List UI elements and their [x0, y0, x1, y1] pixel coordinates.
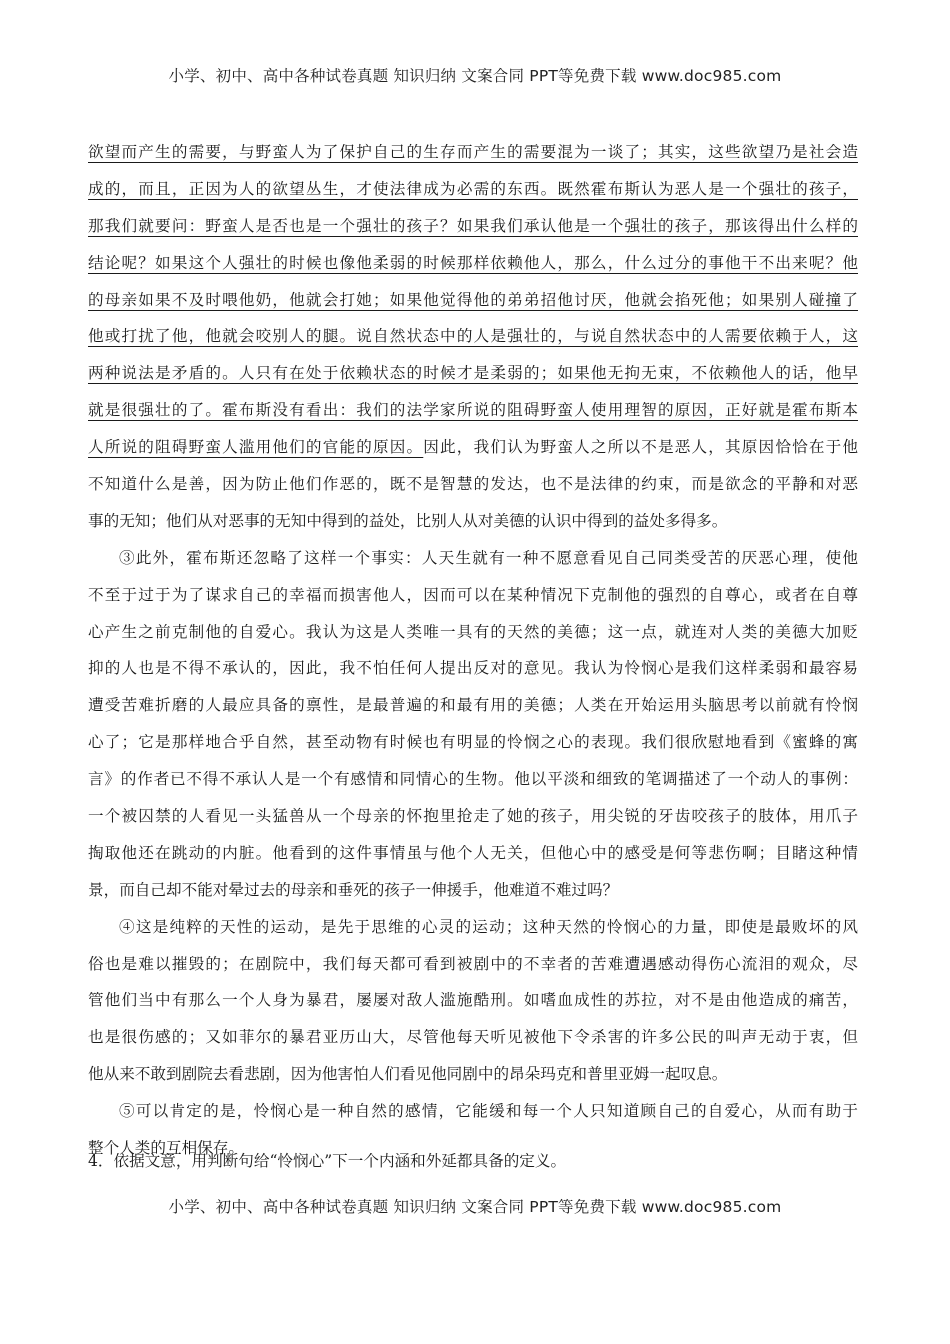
- passage-line: 抑的人也是不得不承认的，因此，我不怕任何人提出反对的意见。我认为怜悯心是我们这样柔弱和最容易: [88, 659, 858, 678]
- passage-line: 欲望而产生的需要，与野蛮人为了保护自己的生存而产生的需要混为一谈了；其实，这些欲望乃是社会造: [88, 143, 858, 161]
- header-banner: 小学、初中、高中各种试卷真题 知识归纳 文案合同 PPT等免费下载 www.doc985.com: [168, 67, 782, 85]
- underlined-segment: 人所说的阻碍野蛮人滥用他们的官能的原因。: [88, 438, 424, 457]
- paragraph-4: [88, 909, 858, 1093]
- passage-line: 不至于过于为了谋求自己的幸福而损害他人，因而可以在某种情况下克制他的强烈的自尊心，或者在自尊: [88, 585, 858, 604]
- passage-body: [88, 134, 858, 1167]
- passage-line: ⑤可以肯定的是，怜悯心是一种自然的感情，它能缓和每一个人只知道顾自己的自爱心，从而有助于: [119, 1102, 858, 1121]
- paragraph-3: [88, 540, 858, 909]
- passage-line: 心了；它是那样地合乎自然，甚至动物有时候也有明显的怜悯之心的表现。我们很欣慰地看到《蜜蜂的寓: [88, 733, 858, 752]
- paragraph-2: [88, 134, 858, 540]
- passage-line: 也是很伤感的；又如菲尔的暴君亚历山大，尽管他每天听见被他下令杀害的许多公民的叫声无动于衷，但: [88, 1028, 858, 1047]
- plain-segment: 因此，我们认为野蛮人之所以不是恶人，其原因恰恰在于他: [423, 438, 858, 457]
- passage-line: 的母亲如果不及时喂他奶，他就会打她；如果他觉得他的弟弟招他讨厌，他就会掐死他；如果别人碰撞了: [88, 290, 858, 309]
- passage-line: 事的无知；他们从对恶事的无知中得到的益处，比别人从对美德的认识中得到的益处多得多。: [88, 511, 728, 530]
- passage-line: 他从来不敢到剧院去看悲剧，因为他害怕人们看见他同剧中的昂朵玛克和普里亚姆一起叹息。: [88, 1065, 728, 1084]
- passage-line: 整个人类的互相保存。: [88, 1139, 244, 1158]
- passage-line: 两种说法是矛盾的。人只有在处于依赖状态的时候才是柔弱的；如果他无拘无束，不依赖他人的话，他早: [88, 364, 858, 383]
- passage-line: 那我们就要问：野蛮人是否也是一个强壮的孩子？如果我们承认他是一个强壮的孩子，那该得出什么样的: [88, 216, 858, 235]
- passage-line: 管他们当中有那么一个人身为暴君，屡屡对敌人滥施酷刑。如嗜血成性的苏拉，对不是由他造成的痛苦，: [88, 991, 858, 1010]
- passage-line: 成的，而且，正因为人的欲望丛生，才使法律成为必需的东西。既然霍布斯认为恶人是一个强壮的孩子，: [88, 179, 858, 198]
- footer-banner: 小学、初中、高中各种试卷真题 知识归纳 文案合同 PPT等免费下载 www.doc985.com: [168, 1198, 782, 1216]
- passage-line: 结论呢？如果这个人强壮的时候也像他柔弱的时候那样依赖他人，那么，什么过分的事他干不出来呢？他: [88, 253, 858, 272]
- passage-line: ④这是纯粹的天性的运动，是先于思维的心灵的运动；这种天然的怜悯心的力量，即使是最败坏的风: [119, 917, 858, 936]
- passage-line: 就是很强壮的了。霍布斯没有看出：我们的法学家所说的阻碍野蛮人使用理智的原因，正好就是霍布斯本: [88, 401, 858, 420]
- passage-line: 俗也是难以摧毁的；在剧院中，我们每天都可看到被剧中的不幸者的苦难遭遇感动得伤心流泪的观众，尽: [88, 954, 858, 973]
- passage-line: 心产生之前克制他的自爱心。我认为这是人类唯一具有的天然的美德；这一点，就连对人类的美德大加贬: [88, 622, 858, 641]
- passage-line: 掏取他还在跳动的内脏。他看到的这件事情虽与他个人无关，但他心中的感受是何等悲伤啊；目睹这种情: [88, 843, 858, 862]
- passage-line: 景，而自己却不能对晕过去的母亲和垂死的孩子一伸援手，他难道不难过吗？: [88, 880, 619, 899]
- passage-line: 他或打扰了他，他就会咬别人的腿。说自然状态中的人是强壮的，与说自然状态中的人需要依赖于人，这: [88, 327, 858, 346]
- passage-line: ③此外，霍布斯还忽略了这样一个事实：人天生就有一种不愿意看见自己同类受苦的厌恶心理，使他: [119, 548, 858, 567]
- passage-line: 遭受苦难折磨的人最应具备的禀性，是最普遍的和最有用的美德；人类在开始运用头脑思考以前就有怜悯: [88, 696, 858, 715]
- question-4: 4．依据文意，用判断句给“怜悯心”下一个内涵和外延都具备的定义。: [88, 1152, 567, 1170]
- passage-line: 言》的作者已不得不承认人是一个有感情和同情心的生物。他以平淡和细致的笔调描述了一个动人的事例：: [88, 770, 858, 789]
- passage-line: 一个被囚禁的人看见一头猛兽从一个母亲的怀抱里抢走了她的孩子，用尖锐的牙齿咬孩子的肢体，用爪子: [88, 807, 858, 826]
- passage-line: 不知道什么是善，因为防止他们作恶的，既不是智慧的发达，也不是法律的约束，而是欲念的平静和对恶: [88, 475, 858, 494]
- passage-line-mixed: [88, 429, 858, 466]
